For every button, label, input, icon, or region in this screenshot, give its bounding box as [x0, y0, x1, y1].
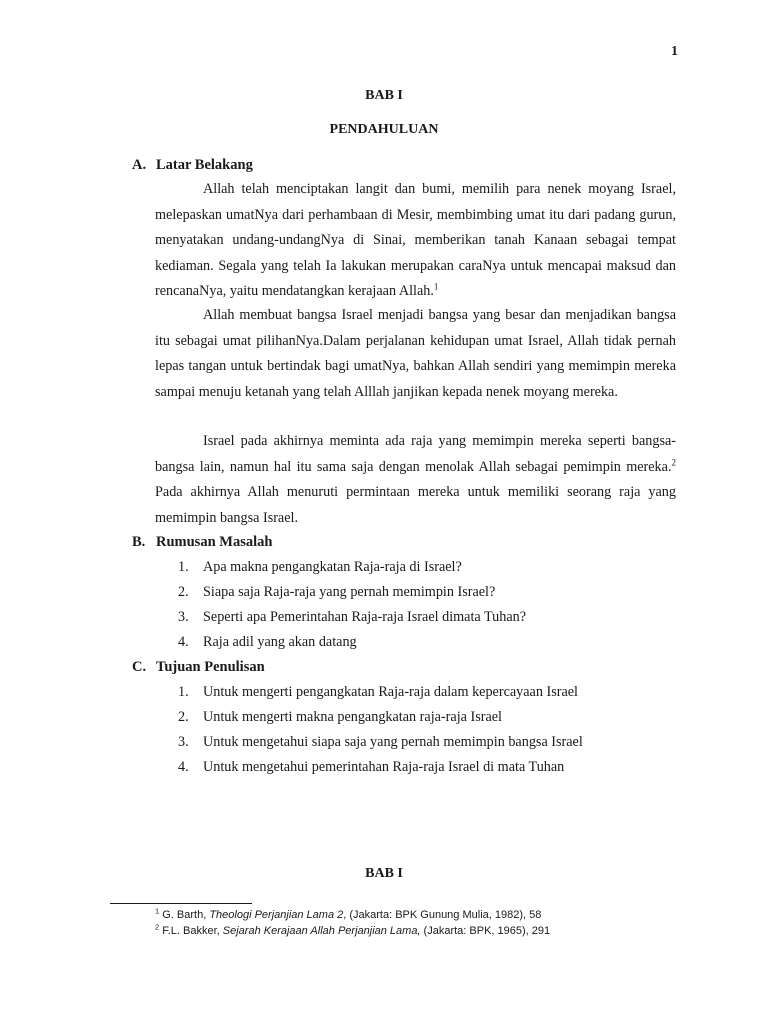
list-item-text: Untuk mengerti makna pengangkatan raja-raja Israel — [203, 709, 502, 725]
list-item-text: Siapa saja Raja-raja yang pernah memimpin Israel? — [203, 584, 496, 600]
chapter-title: PENDAHULUAN — [329, 122, 439, 137]
paragraph-2 — [155, 303, 676, 405]
footnote-number: 2 — [155, 922, 160, 932]
section-a-title: Latar Belakang — [156, 157, 253, 173]
section-b-letter: B. — [132, 534, 146, 550]
list-item — [178, 680, 583, 705]
chapter-heading: BAB I — [365, 88, 403, 103]
footnote-author: G. Barth, — [162, 909, 207, 921]
section-a-letter: A. — [132, 157, 147, 173]
section-c-title: Tujuan Penulisan — [156, 659, 265, 675]
list-item-number: 4. — [178, 759, 189, 775]
section-c-letter: C. — [132, 659, 147, 675]
section-b-title: Rumusan Masalah — [156, 534, 273, 550]
footnote-publication: (Jakarta: BPK, 1965), 291 — [420, 925, 551, 937]
paragraph-3-text-after: Pada akhirnya Allah menuruti permintaan mereka untuk memiliki seorang raja yang memimpin bangsa Israel. — [155, 484, 676, 526]
next-chapter-heading: BAB I — [365, 866, 403, 881]
list-item-text: Untuk mengerti pengangkatan Raja-raja dalam kepercayaan Israel — [203, 684, 578, 700]
list-item — [178, 705, 583, 730]
footnote-author: F.L. Bakker, — [162, 925, 220, 937]
list-item — [178, 555, 526, 580]
section-a-heading — [132, 157, 253, 174]
list-item-number: 2. — [178, 584, 189, 600]
list-item-number: 3. — [178, 609, 189, 625]
footnote-1 — [155, 907, 550, 923]
list-item-text: Seperti apa Pemerintahan Raja-raja Israel dimata Tuhan? — [203, 609, 527, 625]
list-item — [178, 605, 526, 630]
list-item-number: 2. — [178, 709, 189, 725]
footnotes — [155, 907, 550, 939]
footnote-separator — [110, 903, 252, 904]
list-item-text: Raja adil yang akan datang — [203, 634, 357, 650]
list-item-number: 3. — [178, 734, 189, 750]
list-item-text: Untuk mengetahui siapa saja yang pernah memimpin bangsa Israel — [203, 734, 583, 750]
footnote-title: Sejarah Kerajaan Allah Perjanjian Lama, — [222, 925, 421, 937]
page-number: 1 — [671, 44, 678, 59]
list-item-number: 1. — [178, 559, 189, 575]
footnote-ref-1: 1 — [433, 281, 439, 292]
footnote-title: Theologi Perjanjian Lama 2 — [209, 909, 344, 921]
paragraph-3-text: Israel pada akhirnya meminta ada raja yang memimpin mereka seperti bangsa-bangsa lain, namun hal itu sama saja dengan menolak Allah sebagai pemimpin mereka. — [155, 433, 676, 475]
paragraph-2-text: Allah membuat bangsa Israel menjadi bangsa yang besar dan menjadikan bangsa itu sebagai umat pilihanNya.Dalam perjalanan kehidupan umat Israel, Allah tidak pernah lepas tangan untuk bertindak bagi umatNya, bahkan Allah sendiri yang memimpin mereka sampai menuju ketanah yang telah Alllah janjikan kepada nenek moyang mereka. — [155, 307, 676, 400]
tujuan-penulisan-list — [178, 680, 583, 780]
footnote-2 — [155, 923, 550, 939]
section-b-heading — [132, 534, 272, 551]
list-item-text: Apa makna pengangkatan Raja-raja di Israel? — [203, 559, 462, 575]
footnote-number: 1 — [155, 906, 160, 916]
paragraph-1-text: Allah telah menciptakan langit dan bumi, memilih para nenek moyang Israel, melepaskan umatNya dari perhambaan di Mesir, membimbing umat itu dari padang gurun, menyatakan undang-undangNya di Sinai, memberikan tanah Kanaan sebagai tempat kediaman. Segala yang telah Ia lakukan merupakan caraNya untuk mencapai maksud dan rencanaNya, yaitu mendatangkan kerajaan Allah. — [155, 181, 676, 299]
footnote-ref-2: 2 — [671, 456, 676, 467]
section-c-heading — [132, 659, 265, 676]
list-item-text: Untuk mengetahui pemerintahan Raja-raja Israel di mata Tuhan — [203, 759, 565, 775]
list-item — [178, 580, 526, 605]
rumusan-masalah-list — [178, 555, 526, 655]
list-item — [178, 630, 526, 655]
list-item — [178, 755, 583, 780]
list-item-number: 4. — [178, 634, 189, 650]
paragraph-3 — [155, 429, 676, 531]
footnote-publication: , (Jakarta: BPK Gunung Mulia, 1982), 58 — [343, 909, 542, 921]
list-item-number: 1. — [178, 684, 189, 700]
paragraph-1 — [155, 177, 676, 305]
list-item — [178, 730, 583, 755]
